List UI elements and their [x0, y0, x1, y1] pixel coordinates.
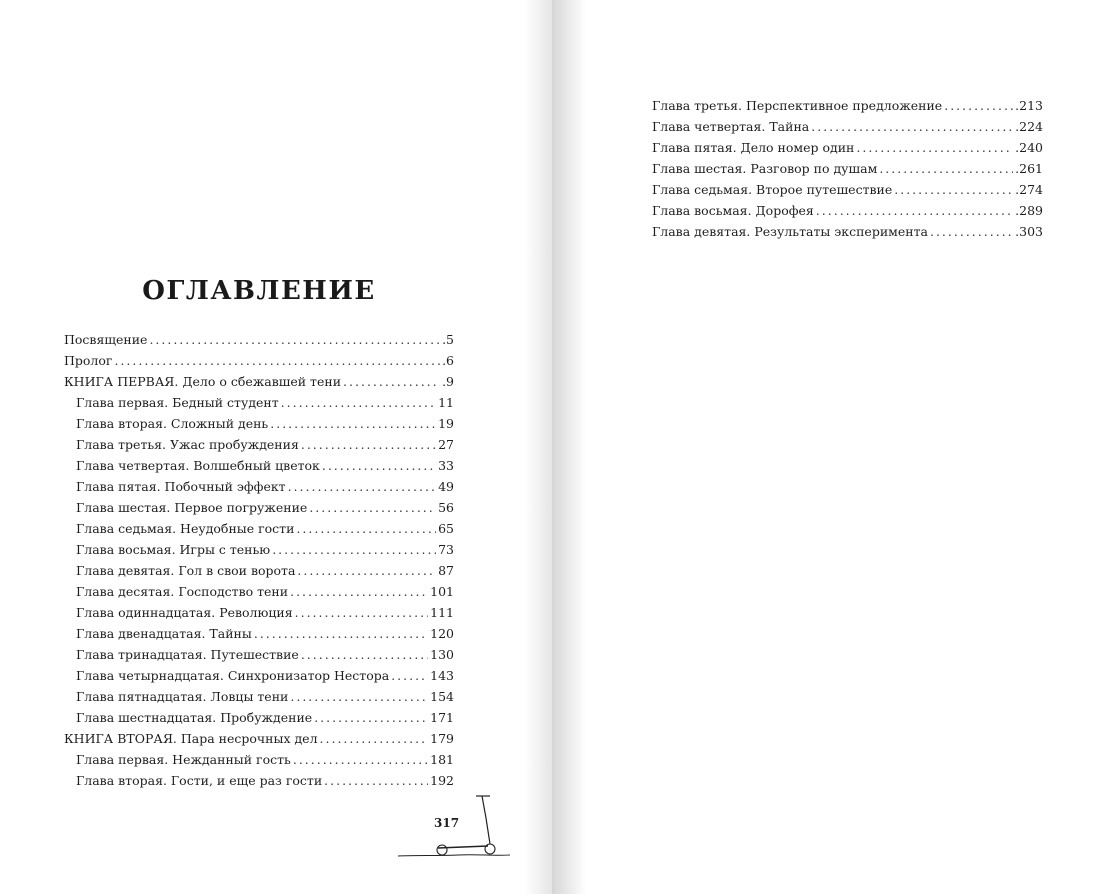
toc-entry-title: Посвящение: [64, 332, 148, 347]
toc-entry-title: Глава девятая. Гол в свои ворота: [76, 563, 296, 578]
toc-entry-page: 11: [438, 395, 454, 410]
scooter-icon: [398, 788, 510, 862]
gutter-shadow: [552, 0, 586, 894]
toc-entry-title: Глава одиннадцатая. Революция: [76, 605, 293, 620]
dot-leader: [944, 95, 1013, 116]
dot-leader: [320, 728, 429, 749]
dot-leader: [879, 158, 1013, 179]
toc-entry-title: Глава пятнадцатая. Ловцы тени: [76, 689, 289, 704]
toc-entry-page: 27: [438, 437, 454, 452]
toc-entry-title: Глава пятая. Побочный эффект: [76, 479, 286, 494]
toc-entry-title: Глава вторая. Сложный день: [76, 416, 269, 431]
toc-entry: [64, 392, 454, 413]
dot-leader: [149, 329, 440, 350]
toc-entry: [64, 602, 454, 623]
toc-entry-page: .6: [442, 353, 454, 368]
toc-entry-page: 130: [430, 647, 454, 662]
toc-entry-title: Глава пятая. Дело номер один: [652, 140, 855, 155]
toc-entry-title: Глава четвертая. Волшебный цветок: [76, 458, 320, 473]
toc-entry-title: Глава третья. Перспективное предложение: [652, 98, 943, 113]
toc-entry-title: Глава двенадцатая. Тайны: [76, 626, 252, 641]
toc-entry-title: КНИГА ВТОРАЯ. Пара несрочных дел: [64, 731, 318, 746]
toc-entry: [64, 455, 454, 476]
toc-list-left: [64, 329, 454, 791]
toc-entry-page: 33: [438, 458, 454, 473]
toc-entry-page: 73: [438, 542, 454, 557]
toc-entry-page: 56: [438, 500, 454, 515]
toc-entry-page: 143: [430, 668, 454, 683]
toc-entry-page: .5: [442, 332, 454, 347]
toc-entry: [652, 200, 1043, 221]
gutter-shadow: [524, 0, 552, 894]
toc-entry: [64, 707, 454, 728]
toc-entry-page: 19: [438, 416, 454, 431]
dot-leader: [254, 623, 428, 644]
dot-leader: [314, 707, 428, 728]
dot-leader: [290, 581, 428, 602]
toc-entry: [64, 581, 454, 602]
toc-entry-page: 192: [430, 773, 454, 788]
toc-entry-title: Глава шестнадцатая. Пробуждение: [76, 710, 313, 725]
dot-leader: [343, 371, 440, 392]
dot-leader: [309, 497, 436, 518]
toc-entry-page: 111: [430, 605, 454, 620]
dot-leader: [322, 455, 436, 476]
toc-entry-page: .261: [1015, 161, 1043, 176]
toc-entry-title: Глава восьмая. Игры с тенью: [76, 542, 271, 557]
toc-entry-title: Глава первая. Нежданный гость: [76, 752, 291, 767]
dot-leader: [391, 665, 428, 686]
dot-leader: [293, 749, 428, 770]
toc-entry: [652, 137, 1043, 158]
toc-entry-page: 181: [430, 752, 454, 767]
toc-entry: [64, 665, 454, 686]
toc-entry-page: 120: [430, 626, 454, 641]
toc-entry: [652, 221, 1043, 242]
dot-leader: [295, 602, 429, 623]
toc-entry-page: .240: [1015, 140, 1043, 155]
toc-entry-page: .274: [1015, 182, 1043, 197]
toc-entry: [64, 518, 454, 539]
toc-entry-page: 101: [430, 584, 454, 599]
toc-entry: [64, 413, 454, 434]
toc-entry-title: Глава третья. Ужас пробуждения: [76, 437, 299, 452]
dot-leader: [290, 686, 428, 707]
toc-entry: [652, 116, 1043, 137]
toc-entry-page: .224: [1015, 119, 1043, 134]
toc-entry-page: .303: [1015, 224, 1043, 239]
dot-leader: [296, 518, 436, 539]
toc-heading: ОГЛАВЛЕНИЕ: [142, 276, 376, 306]
toc-entry: [64, 728, 454, 749]
toc-list-right: [652, 95, 1043, 242]
toc-entry-title: Глава восьмая. Дорофея: [652, 203, 814, 218]
dot-leader: [270, 413, 436, 434]
toc-entry: [64, 476, 454, 497]
dot-leader: [816, 200, 1013, 221]
toc-entry-title: Глава десятая. Господство тени: [76, 584, 289, 599]
toc-entry: [64, 539, 454, 560]
toc-entry: [64, 749, 454, 770]
dot-leader: [930, 221, 1013, 242]
dot-leader: [297, 560, 436, 581]
toc-entry-title: Глава вторая. Гости, и еще раз гости: [76, 773, 323, 788]
dot-leader: [272, 539, 436, 560]
toc-entry-title: Глава тринадцатая. Путешествие: [76, 647, 299, 662]
dot-leader: [281, 392, 436, 413]
toc-entry: [64, 371, 454, 392]
toc-entry: [64, 497, 454, 518]
toc-entry-title: Глава четырнадцатая. Синхронизатор Нестора: [76, 668, 390, 683]
toc-entry-page: 171: [430, 710, 454, 725]
toc-entry-page: 154: [430, 689, 454, 704]
toc-entry-page: 87: [438, 563, 454, 578]
toc-entry-page: 49: [438, 479, 454, 494]
dot-leader: [288, 476, 437, 497]
toc-entry: [64, 770, 454, 791]
toc-entry-title: Глава седьмая. Второе путешествие: [652, 182, 893, 197]
toc-entry-title: Пролог: [64, 353, 113, 368]
dot-leader: [894, 179, 1013, 200]
toc-entry-title: Глава шестая. Первое погружение: [76, 500, 308, 515]
toc-entry: [64, 434, 454, 455]
toc-entry-page: .213: [1015, 98, 1043, 113]
toc-entry-page: .9: [442, 374, 454, 389]
toc-entry-title: КНИГА ПЕРВАЯ. Дело о сбежавшей тени: [64, 374, 342, 389]
dot-leader: [856, 137, 1013, 158]
dot-leader: [114, 350, 440, 371]
toc-entry: [64, 560, 454, 581]
toc-entry-page: 179: [430, 731, 454, 746]
toc-entry: [64, 686, 454, 707]
dot-leader: [301, 434, 436, 455]
toc-entry-title: Глава седьмая. Неудобные гости: [76, 521, 295, 536]
toc-entry: [64, 623, 454, 644]
dot-leader: [811, 116, 1013, 137]
toc-entry-page: 65: [438, 521, 454, 536]
toc-entry: [64, 329, 454, 350]
toc-entry: [652, 179, 1043, 200]
toc-entry-page: .289: [1015, 203, 1043, 218]
dot-leader: [301, 644, 428, 665]
page-number: 317: [434, 816, 460, 830]
toc-entry: [64, 644, 454, 665]
toc-entry-title: Глава первая. Бедный студент: [76, 395, 279, 410]
toc-entry-title: Глава шестая. Разговор по душам: [652, 161, 878, 176]
toc-entry: [64, 350, 454, 371]
toc-entry-title: Глава девятая. Результаты эксперимента: [652, 224, 928, 239]
toc-entry: [652, 95, 1043, 116]
toc-entry: [652, 158, 1043, 179]
toc-entry-title: Глава четвертая. Тайна: [652, 119, 810, 134]
